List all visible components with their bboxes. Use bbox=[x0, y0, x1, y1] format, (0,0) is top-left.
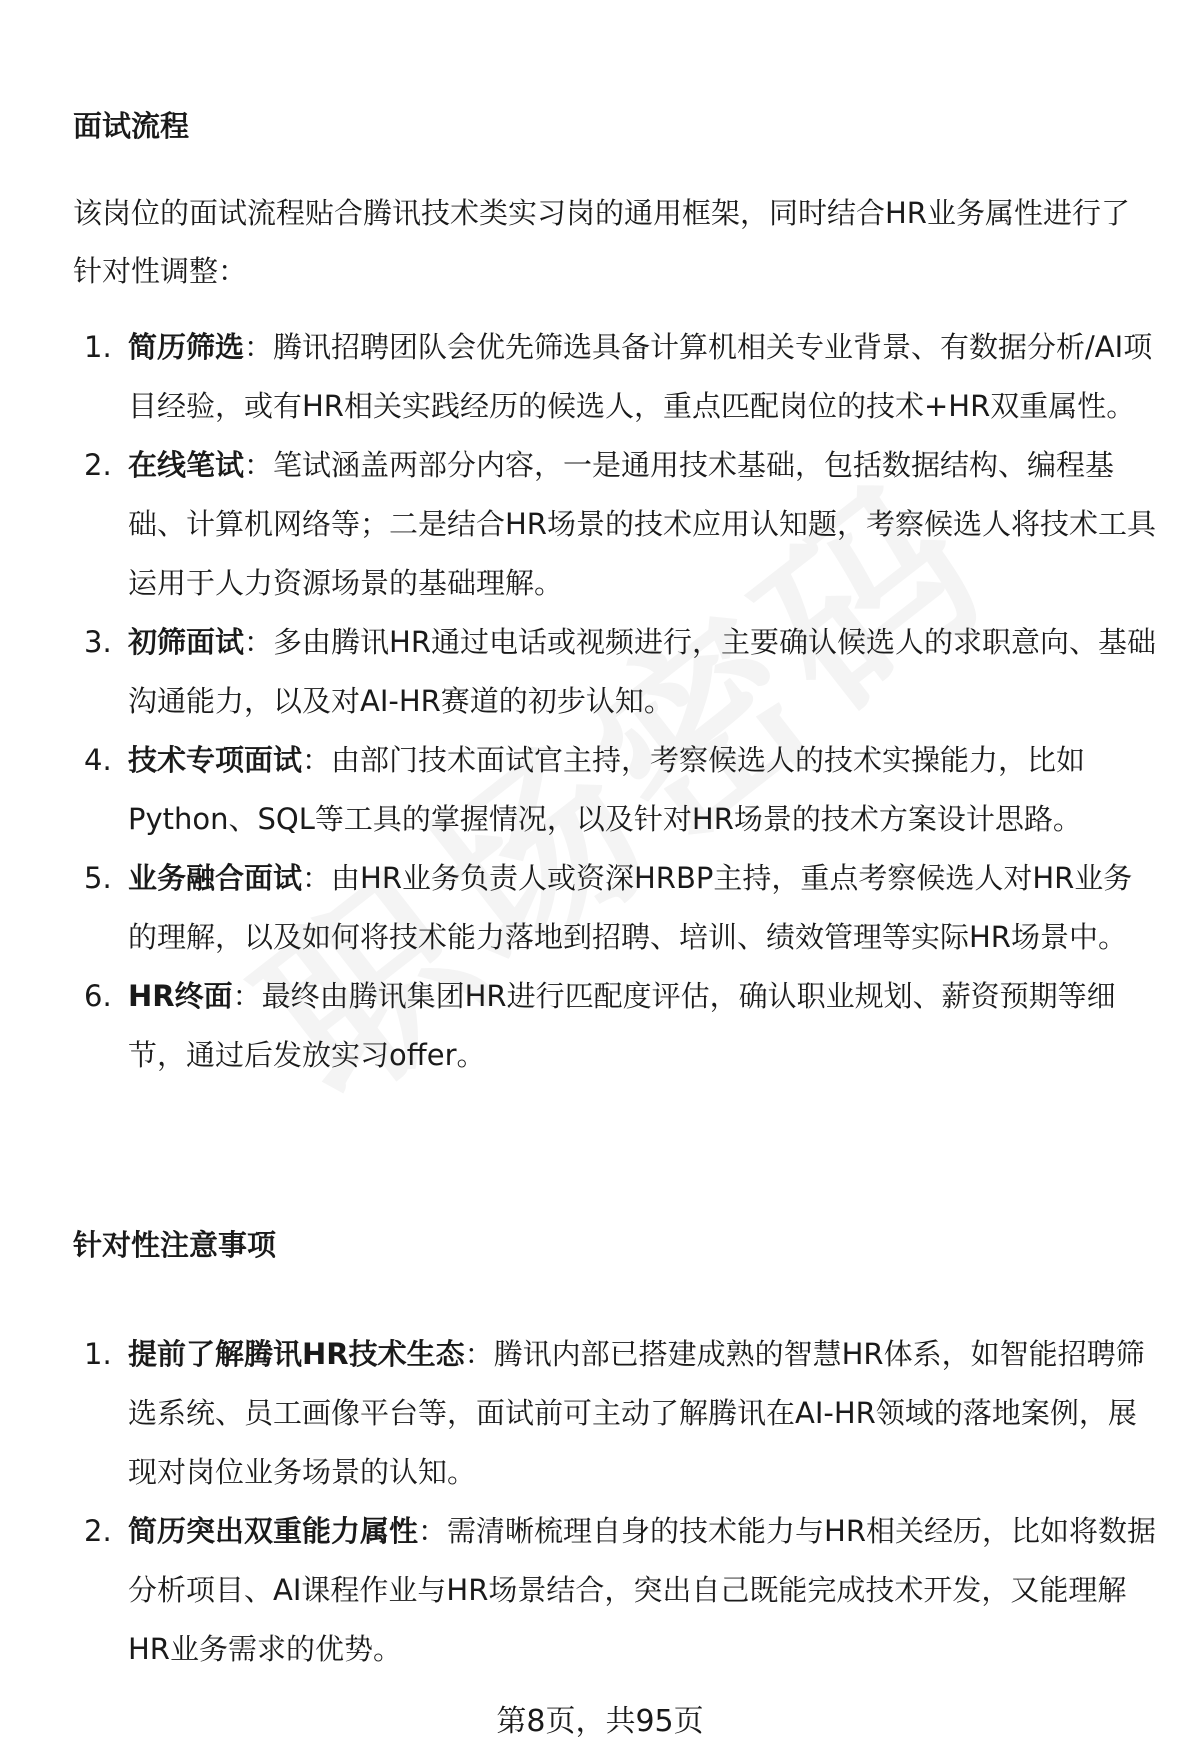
notes-list bbox=[0, 1325, 1200, 1679]
list-number: 3. bbox=[84, 625, 112, 659]
list-number: 2. bbox=[84, 1514, 112, 1548]
list-separator: ： bbox=[232, 979, 262, 1013]
list-text: 腾讯招聘团队会优先筛选具备计算机相关专业背景、有数据分析/AI项目经验，或有HR相关实践经历的候选人，重点匹配岗位的技术+HR双重属性。 bbox=[128, 330, 1153, 423]
list-number: 6. bbox=[84, 979, 112, 1013]
list-term: 初筛面试 bbox=[128, 625, 245, 659]
list-item bbox=[0, 731, 1158, 849]
list-text: 笔试涵盖两部分内容，一是通用技术基础，包括数据结构、编程基础、计算机网络等；二是结合HR场景的技术应用认知题，考察候选人将技术工具运用于人力资源场景的基础理解。 bbox=[128, 448, 1156, 600]
section-title-interview-process: 面试流程 bbox=[73, 109, 190, 143]
list-term: HR终面 bbox=[128, 979, 233, 1013]
list-text: 多由腾讯HR通过电话或视频进行，主要确认候选人的求职意向、基础沟通能力，以及对AI-HR赛道的初步认知。 bbox=[128, 625, 1156, 718]
list-item bbox=[0, 613, 1158, 731]
list-separator: ： bbox=[244, 448, 274, 482]
list-item bbox=[0, 1325, 1158, 1502]
list-text: 由HR业务负责人或资深HRBP主持，重点考察候选人对HR业务的理解，以及如何将技术能力落地到招聘、培训、绩效管理等实际HR场景中。 bbox=[128, 861, 1133, 954]
list-separator: ： bbox=[244, 330, 274, 364]
list-number: 2. bbox=[84, 448, 112, 482]
list-term: 简历筛选 bbox=[128, 330, 245, 364]
list-separator: ： bbox=[418, 1514, 448, 1548]
list-term: 提前了解腾讯HR技术生态 bbox=[128, 1337, 465, 1371]
section-title-notes: 针对性注意事项 bbox=[73, 1228, 277, 1262]
section-intro: 该岗位的面试流程贴合腾讯技术类实习岗的通用框架，同时结合HR业务属性进行了针对性调整： bbox=[73, 196, 1130, 288]
list-separator: ： bbox=[302, 743, 332, 777]
list-number: 1. bbox=[84, 1337, 112, 1371]
list-term: 技术专项面试 bbox=[128, 743, 303, 777]
list-term: 在线笔试 bbox=[128, 448, 245, 482]
list-separator: ： bbox=[464, 1337, 494, 1371]
list-separator: ： bbox=[244, 625, 274, 659]
list-item bbox=[0, 1502, 1158, 1679]
list-item bbox=[0, 967, 1158, 1085]
list-text: 最终由腾讯集团HR进行匹配度评估，确认职业规划、薪资预期等细节，通过后发放实习offer。 bbox=[128, 979, 1116, 1072]
list-item bbox=[0, 436, 1158, 613]
list-text: 腾讯内部已搭建成熟的智慧HR体系，如智能招聘筛选系统、员工画像平台等，面试前可主动了解腾讯在AI-HR领域的落地案例，展现对岗位业务场景的认知。 bbox=[128, 1337, 1145, 1489]
list-number: 1. bbox=[84, 330, 112, 364]
list-number: 4. bbox=[84, 743, 112, 777]
interview-steps-list bbox=[0, 318, 1200, 1085]
page-number: 第8页，共95页 bbox=[496, 1704, 704, 1739]
list-number: 5. bbox=[84, 861, 112, 895]
list-item bbox=[0, 318, 1158, 436]
list-text: 需清晰梳理自身的技术能力与HR相关经历，比如将数据分析项目、AI课程作业与HR场景结合，突出自己既能完成技术开发，又能理解HR业务需求的优势。 bbox=[128, 1514, 1156, 1666]
list-separator: ： bbox=[302, 861, 332, 895]
list-item bbox=[0, 849, 1158, 967]
list-term: 简历突出双重能力属性 bbox=[128, 1514, 419, 1548]
list-text: 由部门技术面试官主持，考察候选人的技术实操能力，比如Python、SQL等工具的掌握情况，以及针对HR场景的技术方案设计思路。 bbox=[128, 743, 1086, 836]
list-term: 业务融合面试 bbox=[128, 861, 303, 895]
